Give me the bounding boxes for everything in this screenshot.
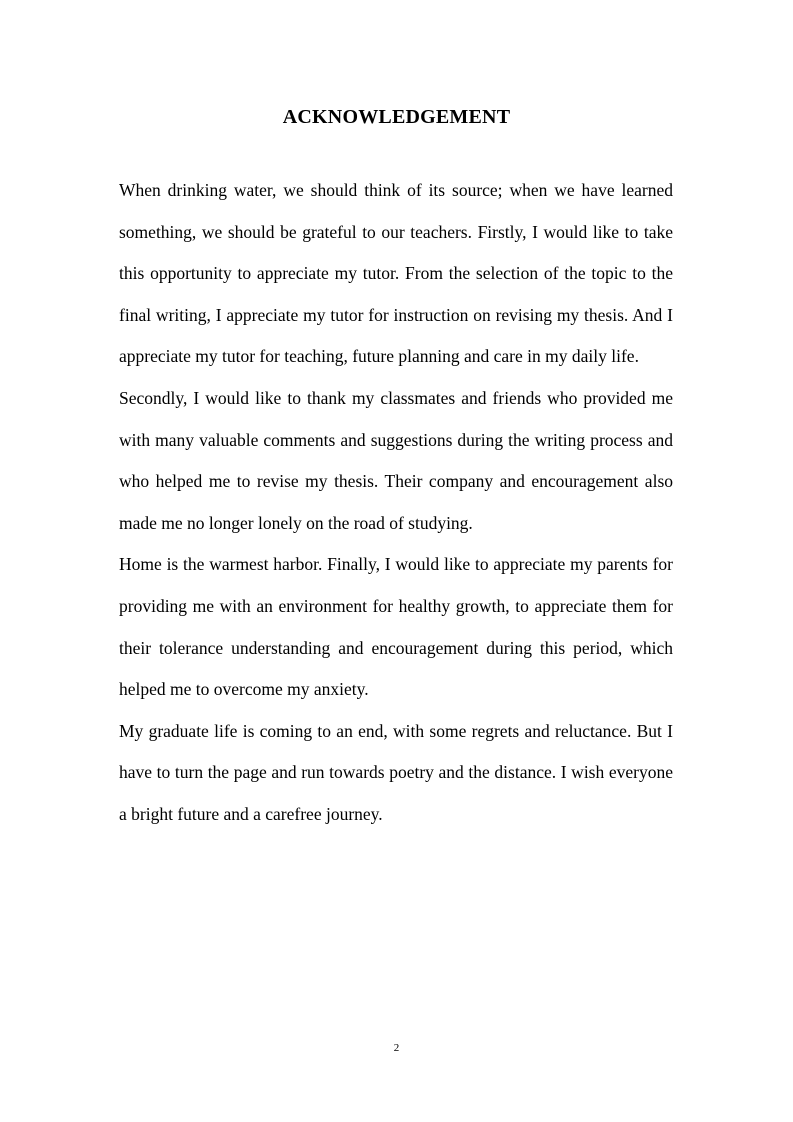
- page-number: 2: [393, 1042, 400, 1054]
- paragraph-parents: Home is the warmest harbor. Finally, I would like to appreciate my parents for providing me with an environment for healthy growth, to appreciate them for their tolerance understanding and encouragement during this period, which helped me to overcome my anxiety.: [119, 554, 673, 700]
- page-title: ACKNOWLEDGEMENT: [282, 106, 511, 128]
- acknowledgement-body: [119, 170, 673, 836]
- paragraph-classmates: Secondly, I would like to thank my classmates and friends who provided me with many valuable comments and suggestions during the writing process and who helped me to revise my thesis. Their company and encouragement also made me no longer lonely on the road of studying.: [119, 387, 673, 533]
- paragraph-tutor: When drinking water, we should think of its source; when we have learned something, we should be grateful to our teachers. Firstly, I would like to take this opportunity to appreciate my tutor. From the selection of the topic to the final writing, I appreciate my tutor for instruction on revising my thesis. And I appreciate my tutor for teaching, future planning and care in my daily life.: [119, 180, 673, 367]
- paragraph-closing: My graduate life is coming to an end, with some regrets and reluctance. But I have to turn the page and run towards poetry and the distance. I wish everyone a bright future and a carefree journey.: [119, 720, 673, 824]
